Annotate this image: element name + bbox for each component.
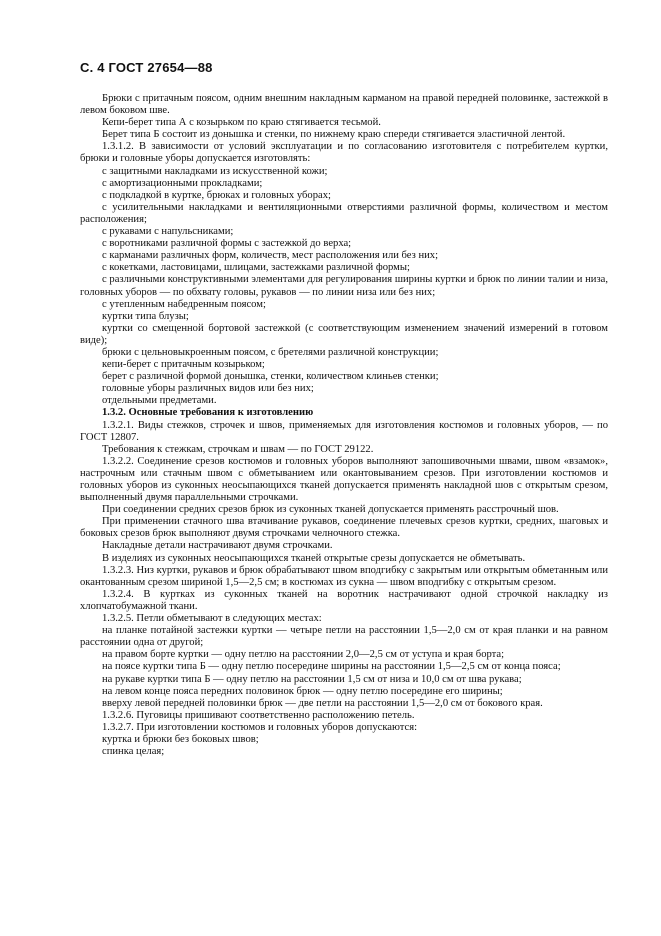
paragraph: вверху левой передней половинки брюк — две петли на расстоянии 1,5—2,0 см от бокового края. — [102, 697, 543, 709]
paragraph: 1.3.2.4. В куртках из суконных тканей на воротник настрачивают одной строчкой накладку из хлопчатобумажной ткани. — [80, 588, 608, 612]
paragraph: Накладные детали настрачивают двумя строчками. — [102, 540, 333, 552]
paragraph: на поясе куртки типа Б — одну петлю посередине ширины на расстоянии 1,5—2,5 см от конца пояса; — [102, 661, 561, 673]
paragraph: с воротниками различной формы с застежкой до верха; — [102, 238, 352, 250]
paragraph: 1.3.2.7. При изготовлении костюмов и головных уборов допускаются: — [102, 721, 418, 733]
paragraph: кепи-берет с притачным козырьком; — [102, 359, 265, 371]
page-header: С. 4 ГОСТ 27654—88 — [80, 60, 213, 75]
paragraph: берет с различной формой донышка, стенки, количеством клиньев стенки; — [102, 371, 439, 383]
paragraph: отдельными предметами. — [102, 395, 217, 407]
paragraph: 1.3.2.1. Виды стежков, строчек и швов, применяемых для изготовления костюмов и головных уборов, — по ГОСТ 12807. — [80, 419, 608, 443]
paragraph: с различными конструктивными элементами для регулирования ширины куртки и брюк по линии талии и низа, головных уборов — по обхвату головы, рукавов — по линии низа или без них; — [80, 274, 608, 298]
paragraph: с усилительными накладками и вентиляционными отверстиями различной формы, количеством и местом расположения; — [80, 201, 608, 225]
paragraph: с утепленным набедренным поясом; — [102, 298, 266, 310]
paragraph: с защитными накладками из искусственной кожи; — [102, 165, 328, 177]
paragraph: на правом борте куртки — одну петлю на расстоянии 2,0—2,5 см от уступа и края борта; — [102, 649, 505, 661]
paragraph: 1.3.1.2. В зависимости от условий эксплуатации и по согласованию изготовителя с потребителем куртки, брюки и головные уборы допускается изготовлять: — [80, 141, 608, 165]
paragraph: При соединении средних срезов брюк из суконных тканей допускается применять расстрочный шов. — [102, 504, 559, 516]
paragraph: 1.3.2.2. Соединение срезов костюмов и головных уборов выполняют запошивочными швами, швом «взамок», настрочным или стачным швом с обметыванием или окантовыванием срезов. При изготовлении костюмов и головных уборов из суконных неосыпающихся тканей допускается применять накладной шов с открытым срезом, выполненный двумя параллельными строчками. — [80, 455, 608, 504]
paragraph: головные уборы различных видов или без них; — [102, 383, 314, 395]
document-body — [80, 93, 608, 758]
paragraph: Кепи-берет типа А с козырьком по краю стягивается тесьмой. — [102, 117, 381, 129]
paragraph: В изделиях из суконных неосыпающихся тканей открытые срезы допускается не обметывать. — [102, 552, 526, 564]
paragraph: куртки типа блузы; — [102, 310, 189, 322]
paragraph: брюки с цельновыкроенным поясом, с бретелями различной конструкции; — [102, 346, 439, 358]
paragraph: Берет типа Б состоит из донышка и стенки, по нижнему краю спереди стягивается эластичной лентой. — [102, 129, 566, 141]
paragraph: на левом конце пояса передних половинок брюк — одну петлю посередине его ширины; — [102, 685, 503, 697]
paragraph: с карманами различных форм, количеств, мест расположения или без них; — [102, 250, 439, 262]
paragraph: на планке потайной застежки куртки — четыре петли на расстоянии 1,5—2,0 см от края планки и на равном расстоянии одна от другой; — [80, 625, 608, 649]
paragraph: с подкладкой в куртке, брюках и головных уборах; — [102, 189, 331, 201]
paragraph: с рукавами с напульсниками; — [102, 226, 234, 238]
paragraph: куртки со смещенной бортовой застежкой (с соответствующим изменением значений измерений в готовом виде); — [80, 322, 608, 346]
paragraph: При применении стачного шва втачивание рукавов, соединение плечевых срезов куртки, средних, шаговых и боковых срезов брюк выполняют двумя строчками челночного стежка. — [80, 516, 608, 540]
paragraph: с кокетками, ластовицами, шлицами, застежками различной формы; — [102, 262, 410, 274]
paragraph: с амортизационными прокладками; — [102, 177, 263, 189]
paragraph: Брюки с притачным поясом, одним внешним накладным карманом на правой передней половинке, застежкой в левом боковом шве. — [80, 93, 608, 117]
paragraph: 1.3.2.3. Низ куртки, рукавов и брюк обрабатывают швом вподгибку с закрытым или открытым обметанным или окантованным срезом шириной 1,5—2,5 см; в костюмах из сукна — швом вподгибку с открытым срезом. — [80, 564, 608, 588]
paragraph: спинка целая; — [102, 746, 165, 758]
paragraph: на рукаве куртки типа Б — одну петлю на расстоянии 1,5 см от низа и 10,0 см от шва рукава; — [102, 673, 522, 685]
paragraph: куртка и брюки без боковых швов; — [102, 733, 259, 745]
section-heading: 1.3.2. Основные требования к изготовлению — [102, 407, 314, 419]
paragraph: 1.3.2.6. Пуговицы пришивают соответственно расположению петель. — [102, 709, 415, 721]
paragraph: 1.3.2.5. Петли обметывают в следующих местах: — [102, 613, 322, 625]
paragraph: Требования к стежкам, строчкам и швам — по ГОСТ 29122. — [102, 443, 374, 455]
